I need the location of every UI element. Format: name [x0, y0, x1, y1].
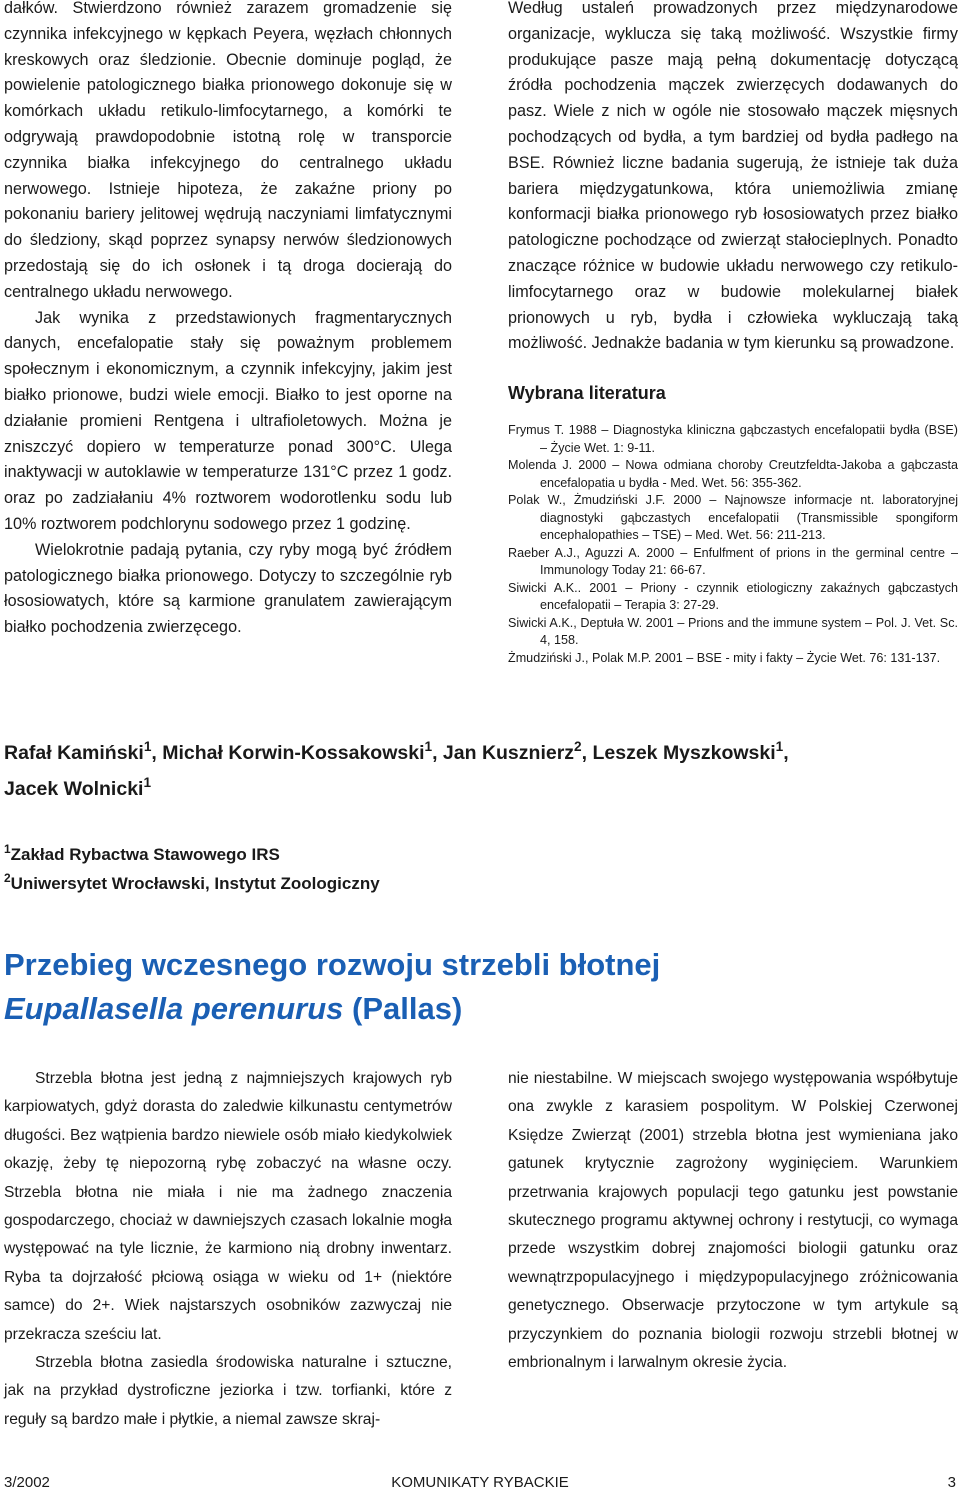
affiliation-text: Uniwersytet Wrocławski, Instytut Zoologiczny: [10, 874, 380, 893]
author-affiliation-mark: 1: [143, 738, 152, 754]
author-name: Leszek Myszkowski: [592, 742, 776, 764]
reference-item: Frymus T. 1988 – Diagnostyka kliniczna gąbczastych encefalopatii bydła (BSE) – Życie Wet. 1: 9-11.: [508, 423, 958, 455]
footer-journal: KOMUNIKATY RYBACKIE: [391, 1474, 569, 1491]
author-affiliation-mark: 1: [775, 738, 784, 754]
title-line: [4, 987, 944, 1031]
bottom-left-column: [4, 1065, 452, 1434]
affiliation-list: [4, 840, 904, 898]
affiliation-text: Zakład Rybactwa Stawowego IRS: [10, 845, 280, 864]
reference-item: Molenda J. 2000 – Nowa odmiana choroby Creutzfeldta-Jakoba a gąbczasta encefalopatia u bydła - Med. Wet. 56: 355-362.: [508, 458, 958, 490]
author-affiliation-mark: 1: [143, 774, 152, 790]
paragraph: Jak wynika z przedstawionych fragmentarycznych danych, encefalopatie stały się poważnym problemem społecznym i ekonomicznym, a czynnik infekcyjny, jakim jest białko prionowe, budzi wiele emocji. Białko to jest oporne na działanie promieni Rentgena i ultrafioletowych. Można je zniszczyć dopiero w temperaturze ponad 300°C. Ulega inaktywacji w autoklawie w temperaturze 131°C przez 1 godz. oraz po zadziałaniu 4% roztworem wodorotlenku sodu lub 10% roztworem podchlorynu sodowego przez 1 godzinę.: [4, 308, 452, 533]
bottom-right-column: [508, 1065, 958, 1377]
reference-item: Żmudziński J., Polak M.P. 2001 – BSE - mity i fakty – Życie Wet. 76: 131-137.: [508, 650, 941, 665]
reference-item: Siwicki A.K.. 2001 – Priony - czynnik etiologiczny zakaźnych gąbczastych encefalopatii – Terapia 3: 27-29.: [508, 580, 958, 613]
reference-list: [508, 422, 958, 667]
top-left-column: [4, 0, 452, 641]
affiliation-number: 2: [4, 870, 11, 885]
author-name: Rafał Kamiński: [4, 742, 144, 764]
author-name: Jacek Wolnicki: [4, 778, 144, 800]
paragraph: dałków. Stwierdzono również zarazem gromadzenie się czynnika infekcyjnego w kępkach Peyera, węzłach chłonnych kreskowych oraz śledzionie. Obecnie dominuje pogląd, że powielenie patologicznego białka prionowego dokonuje się w komórkach układu retikulo-limfocytarnego, a komórki te odgrywają prawdopodobnie istotną rolę w transporcie czynnika białka infekcyjnego do centralnego układu nerwowego. Istnieje hipoteza, że zakaźne priony po pokonaniu bariery jelitowej wędrują naczyniami limfatycznymi do śledziony, skąd poprzez synapsy nerwów śledzionowych przedostają się do ich osłonek i tą droga docierają do centralnego układu nerwowego.: [4, 0, 452, 301]
title-line: Przebieg wczesnego rozwoju strzebli błotnej: [4, 947, 661, 982]
paragraph: Według ustaleń prowadzonych przez międzynarodowe organizacje, wyklucza się taką możliwość. Wszystkie firmy produkujące pasze mają pełną dokumentację dotyczącą źródła pochodzenia mączek zwierzęcych dodawanych do pasz. Wiele z nich w ogóle nie stosowało mączek mięsnych pochodzących od bydła, a tym bardziej od bydła padłego na BSE. Również liczne badania sugerują, że istnieje tak duża bariera międzygatunkowa, która uniemożliwia zmianę konformacji białka prionowego ryb łososiowatych przez białko patologiczne pochodzące od zwierząt stałocieplnych. Ponadto znaczące różnice w budowie układu nerwowego czy retikulo-limfocytarnego oraz w budowie molekularnej białek prionowych u ryb, bydła i człowieka wykluczają taką możliwość. Jednakże badania w tym kierunku są prowadzone.: [508, 0, 958, 353]
reference-item: Siwicki A.K., Deptuła W. 2001 – Prions and the immune system – Pol. J. Vet. Sc. 4, 158.: [508, 615, 958, 648]
paragraph: Strzebla błotna jest jedną z najmniejszych krajowych ryb karpiowatych, gdyż dorasta do zaledwie kilkunastu centymetrów długości. Bez wątpienia bardzo niewiele osób miało kiedykolwiek okazję, żeby tę niepozorną rybę zobaczyć na własne oczy. Strzebla błotna nie miała i nie ma żadnego znaczenia gospodarczego, chociaż w dawniejszych czasach lokalnie mogła występować na tyle licznie, że karmiono nią drobny inwentarz. Ryba ta dojrzałość płciową osiąga w wieku od 1+ (niektóre samce) do 2+. Wiek najstarszych osobników zazwyczaj nie przekracza sześciu lat.: [4, 1070, 452, 1343]
author-name: Jan Kusznierz: [442, 742, 575, 764]
literature-heading: Wybrana literatura: [508, 383, 666, 404]
species-author: (Pallas): [343, 991, 463, 1026]
article-title: [4, 943, 944, 1031]
affiliation-item: [4, 869, 904, 898]
affiliation-number: 1: [4, 841, 11, 856]
author-list: Rafał Kamiński$^1$, Michał Korwin-Kossakowski$^1$, Jan Kusznierz$^2$, Leszek Myszkowski$^1$, Jacek Wolnicki$^1$: [4, 738, 789, 800]
author-affiliation-mark: 1: [424, 738, 433, 754]
author-name: Michał Korwin-Kossakowski: [162, 742, 425, 764]
reference-item: Raeber A.J., Aguzzi A. 2000 – Enfulfment of prions in the germinal centre – Immunology Today 21: 66-67.: [508, 545, 958, 578]
top-right-column: [508, 0, 958, 667]
author-affiliation-mark: 2: [574, 738, 582, 754]
paragraph: nie niestabilne. W miejscach swojego występowania współbytuje ona zwykle z karasiem pospolitym. W Polskiej Czerwonej Księdze Zwierząt (2001) strzebla błotna jest wymieniana jako gatunek krytycznie zagrożony wyginięciem. Warunkiem przetrwania krajowych populacji tego gatunku jest powstanie skutecznego programu aktywnej ochrony i restytucji, co wymaga przede wszystkim dobrej znajomości biologii gatunku oraz wewnątrzpopulacyjnego i międzypopulacyjnego zróżnicowania genetycznego. Obserwacje przytoczone w tym artykule są przyczynkiem do poznania biologii rozwoju strzebli błotnej w embrionalnym i larwalnym okresie życia.: [508, 1070, 958, 1372]
reference-item: Polak W., Żmudziński J.F. 2000 – Najnowsze informacje nt. laboratoryjnej diagnostyki gąbczastych encefalopatii (Transmissible spongiform encephalopathies – TSE) – Med. Wet. 56: 211-213.: [508, 493, 958, 543]
species-name: Eupallasella perenurus: [4, 991, 344, 1026]
page-number: 3: [947, 1474, 956, 1491]
paragraph: Wielokrotnie padają pytania, czy ryby mogą być źródłem patologicznego białka prionowego. Dotyczy to szczególnie ryb łososiowatych, które są karmione granulatem zawierającym białko pochodzenia zwierzęcego.: [4, 540, 452, 637]
paragraph: Strzebla błotna zasiedla środowiska naturalne i sztuczne, jak na przykład dystroficzne jeziorka i tzw. torfianki, które z reguły są bardzo małe i płytkie, a niemal zawsze skraj-: [4, 1354, 452, 1428]
footer-issue: 3/2002: [4, 1474, 50, 1491]
affiliation-item: [4, 840, 904, 869]
